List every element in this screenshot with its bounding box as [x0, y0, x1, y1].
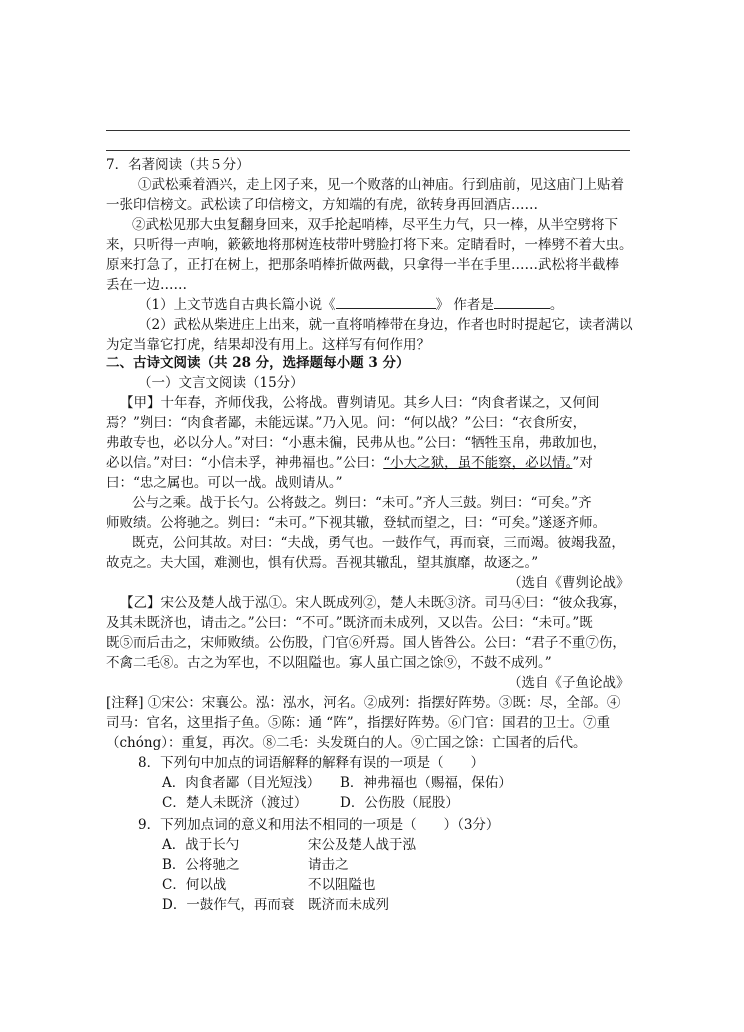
jia-line-5: 曰：“忠之属也。可以一战。战则请从。”: [106, 475, 343, 491]
jia-line-4-end: ”对: [572, 455, 593, 471]
q9-option-d-compare: 既济而未成列: [308, 897, 389, 913]
yi-line-1: 【乙】宋公及楚人战于泓①。宋人既成列②，楚人未既③济。司马④曰：“彼众我寡，: [120, 595, 627, 611]
q8-stem: 8．下列句中加点的词语解释的解释有误的一项是（ ）: [138, 755, 485, 771]
answer-line-1: [106, 130, 630, 131]
jia-source: （选自《曹刿论战》: [508, 575, 630, 591]
jia-line-7: 师败绩。公将驰之。刿曰：“未可。”下视其辙，登轼而望之，曰：“可矣。”遂逐齐师。: [106, 515, 607, 531]
yi-line-4: 不禽二毛⑧。古之为军也，不以阻隘也。寡人虽亡国之馀⑨，不鼓不成列。”: [106, 655, 552, 671]
q9-option-a[interactable]: A．战于长勺: [162, 837, 240, 853]
jia-line-4-text: 必以信。”对曰：“小信未孚，神弗福也。”公曰：: [106, 455, 384, 471]
q7-passage1-line2: 一张印信榜文。武松读了印信榜文，方知端的有虎，欲转身再回酒店……: [106, 197, 538, 213]
q9-option-d[interactable]: D．一鼓作气，再而衰: [162, 897, 295, 913]
novel-title-blank[interactable]: [336, 296, 436, 309]
jia-line-2: 焉？”刿曰：“肉食者鄙，未能远谋。”乃入见。问：“何以战？”公曰：“衣食所安，: [106, 415, 587, 431]
q7-sub1-text-c: 。: [549, 297, 564, 313]
q9-option-c[interactable]: C．何以战: [162, 877, 227, 893]
q7-sub1-text-b: 》 作者是: [435, 297, 494, 313]
notes-line-2: 司马：官名，这里指子鱼。⑤陈：通 “阵”，指摆好阵势。⑥门官：国君的卫士。⑦重: [106, 715, 611, 731]
jia-line-8: 既克，公问其故。对曰：“夫战，勇气也。一鼓作气，再而衰，三而竭。彼竭我盈，: [132, 535, 625, 551]
yi-source: （选自《子鱼论战》: [508, 675, 630, 691]
q7-sub1: [138, 296, 563, 314]
q7-passage2-line2: 来，只听得一声响，簌簌地将那树连枝带叶劈脸打将下来。定睛看时，一棒劈不着大虫。: [106, 237, 633, 253]
yi-line-3: 既⑤而后击之，宋师败绩。公伤股，门官⑥歼焉。国人皆咎公。公曰：“君子不重⑦伤，: [106, 635, 626, 651]
q7-passage2-line3: 原来打急了，正打在树上，把那条哨棒折做两截，只拿得一半在手里……武松将半截棒: [106, 257, 619, 273]
q7-sub2-line1: （2）武松从柴进庄上出来，就一直将哨棒带在身边，作者也时时提起它，读者满以: [138, 317, 633, 333]
q9-option-b-compare: 请击之: [308, 857, 349, 873]
q9-option-a-compare: 宋公及楚人战于泓: [308, 837, 416, 853]
section2-subheading: （一）文言文阅读（15分）: [138, 375, 304, 391]
answer-line-2: [106, 150, 630, 151]
q8-option-a[interactable]: A．肉食者鄙（目光短浅）: [162, 775, 321, 791]
q8-option-b[interactable]: B．神弗福也（赐福，保佑）: [340, 775, 512, 791]
q7-sub1-text-a: （1）上文节选自古典长篇小说《: [138, 297, 336, 313]
q7-passage2-line4: 丢在一边……: [106, 277, 187, 293]
jia-line-6: 公与之乘。战于长勺。公将鼓之。刿曰：“未可。”齐人三鼓。刿曰：“可矣。”齐: [132, 495, 592, 511]
section2-heading: 二、古诗文阅读（共 28 分，选择题每小题 3 分）: [106, 355, 410, 371]
q9-stem: 9．下列加点词的意义和用法不相同的一项是（ ）（3分）: [138, 817, 500, 833]
yi-line-2: 及其未既济也，请击之。”公曰：“不可。”既济而未成列，又以告。公曰：“未可。”既: [106, 615, 593, 631]
notes-line-3: （chóng）：重复，再次。⑧二毛：头发斑白的人。⑨亡国之馀：亡国者的后代。: [106, 735, 587, 751]
jia-line-9: 故克之。夫大国，难测也，惧有伏焉。吾视其辙乱，望其旗靡，故逐之。”: [106, 555, 539, 571]
q7-sub2-line2: 为定当靠它打虎，结果却没有用上。这样写有何作用？: [106, 337, 430, 353]
q9-option-b[interactable]: B．公将驰之: [162, 857, 240, 873]
q8-option-d[interactable]: D．公伤股（屁股）: [340, 795, 459, 811]
jia-underlined-sentence: “小大之狱，虽不能察，必以情。: [383, 455, 573, 471]
author-blank[interactable]: [494, 296, 550, 309]
q9-option-c-compare: 不以阻隘也: [308, 877, 376, 893]
jia-line-4: [106, 454, 593, 472]
jia-line-1: 【甲】十年春，齐师伐我，公将战。曹刿请见。其乡人曰：“肉食者谋之，又何间: [120, 395, 600, 411]
q8-option-c[interactable]: C．楚人未既济（渡过）: [162, 795, 308, 811]
q7-passage2-line1: ②武松见那大虫复翻身回来，双手抡起哨棒，尽平生力气，只一棒，从半空劈将下: [132, 217, 618, 233]
jia-line-3: 弗敢专也，必以分人。”对曰：“小惠未徧，民弗从也。”公曰：“牺牲玉帛，弗敢加也，: [106, 435, 607, 451]
q7-heading: 7．名著阅读（共５分）: [106, 157, 250, 173]
notes-line-1: [注释] ①宋公：宋襄公。泓：泓水，河名。②成列：指摆好阵势。③既：尽，全部。④: [106, 695, 621, 711]
q7-passage1-line1: ①武松乘着酒兴，走上冈子来，见一个败落的山神庙。行到庙前，见这庙门上贴着: [138, 177, 624, 193]
